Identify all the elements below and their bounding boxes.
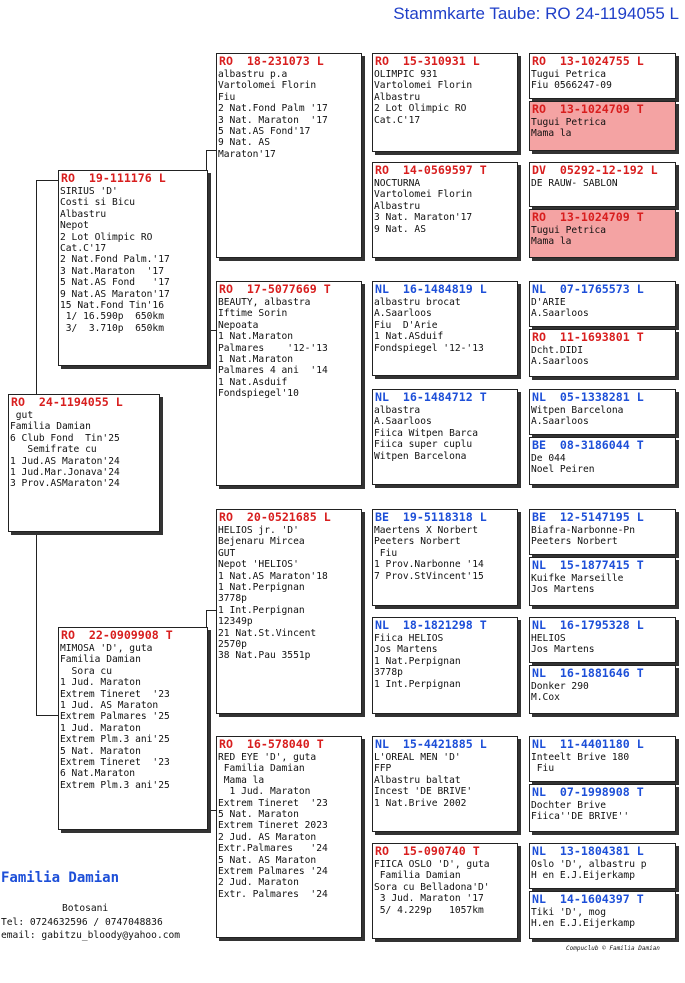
pigeon-detail-line: FIICA OSLO 'D', guta (374, 859, 490, 870)
ring-number: NL 07-1998908 T (532, 785, 644, 799)
pigeon-detail-line: Albastru (374, 91, 421, 103)
ring-number: RO 20-0521685 L (219, 510, 331, 524)
pigeon-card-gen3 (372, 617, 518, 714)
ring-number: RO 19-111176 L (61, 171, 166, 185)
pigeon-detail-line: 2 Nat.Fond Palm '17 (218, 103, 328, 115)
pigeon-detail-line: HELIOS (531, 633, 566, 644)
pigeon-card-gen3 (372, 389, 518, 485)
pigeon-detail-line: 1 Jud.Mar.Jonava'24 (10, 467, 120, 479)
ring-number: RO 13-1024709 T (532, 210, 644, 224)
pigeon-detail-line: Incest 'DE BRIVE' (374, 786, 473, 798)
pigeon-card-gen4 (529, 389, 676, 435)
ring-number: BE 12-5147195 L (532, 510, 644, 524)
pigeon-detail-line: Witpen Barcelona (374, 450, 467, 462)
pigeon-detail-line: 5 Nat. AS Maraton (218, 854, 317, 866)
owner-phone: Tel: 0724632596 / 0747048836 (1, 917, 163, 928)
pigeon-detail-line: 3 Nat. Maraton'17 (374, 212, 473, 224)
pigeon-detail-line: H.en E.J.Eijerkamp (531, 918, 635, 930)
pigeon-detail-line: albastru p.a (218, 69, 288, 80)
pigeon-detail-line: Fiica super cuplu (374, 439, 473, 451)
pigeon-detail-line: NOCTURNA (374, 178, 421, 189)
pigeon-detail-line: Extr. Palmares '24 (218, 888, 328, 900)
pigeon-detail-line: Cat.C'17 (60, 243, 107, 255)
ring-number: NL 15-4421885 L (375, 737, 487, 751)
pigeon-card-gen4 (529, 509, 676, 555)
pigeon-detail-line: albastru brocat (374, 297, 461, 308)
connector-line (206, 610, 216, 611)
pigeon-detail-line: Dcht.DIDI (531, 345, 583, 356)
pigeon-detail-line: Fiu (374, 547, 398, 559)
pigeon-detail-line: 3 Nat.Maraton '17 (60, 265, 164, 277)
owner-name: Familia Damian (1, 870, 120, 886)
pigeon-detail-line: Familia Damian (60, 654, 141, 666)
pigeon-detail-line: 9 Nat. AS (218, 137, 270, 149)
pigeon-detail-line: BEAUTY, albastra (218, 297, 311, 308)
pigeon-detail-line: A.Saarloos (531, 416, 589, 428)
pigeon-detail-line: albastra (374, 405, 421, 416)
pigeon-detail-line: 2570p (218, 639, 247, 651)
pigeon-card-sire-dam (216, 281, 362, 486)
pigeon-detail-line: Tugui Petrica (531, 69, 607, 80)
pigeon-detail-line: 3 Jud. Maraton '17 (374, 893, 484, 905)
pigeon-detail-line: Peeters Norbert (374, 536, 461, 548)
pigeon-detail-line: Extrem Tineret '23 (60, 688, 170, 700)
ring-number: BE 08-3186044 T (532, 438, 644, 452)
pigeon-detail-line: A.Saarloos (374, 308, 432, 320)
pigeon-detail-line: Maertens X Norbert (374, 525, 478, 536)
ring-number: NL 13-1804381 L (532, 844, 644, 858)
pigeon-detail-line: 1 Int.Perpignan (374, 678, 461, 690)
pigeon-detail-line: 2 Jud. Maraton (218, 877, 299, 889)
pigeon-detail-line: Jos Martens (531, 584, 595, 596)
ring-number: RO 22-0909908 T (61, 628, 173, 642)
pigeon-detail-line: Extrem Palmares '24 (218, 866, 328, 878)
pigeon-detail-line: Vartolomei Florin (218, 80, 317, 92)
pigeon-detail-line: 1 Nat.Brive 2002 (374, 797, 467, 809)
owner-city: Botosani (62, 903, 109, 914)
pigeon-detail-line: 5/ 4.229p 1057km (374, 904, 484, 916)
pigeon-card-gen4 (529, 557, 676, 606)
pigeon-detail-line: GUT (218, 547, 236, 559)
pigeon-detail-line: A.Saarloos (374, 416, 432, 428)
pigeon-detail-line: 1 Prov.Narbonne '14 (374, 559, 484, 571)
pigeon-detail-line: Extrem Plm.3 ani'25 (60, 779, 170, 791)
pigeon-detail-line: Nepoata (218, 319, 259, 331)
pigeon-detail-line: L'OREAL MEN 'D' (374, 752, 461, 763)
ring-number: RO 24-1194055 L (11, 395, 123, 409)
pigeon-detail-line: HELIOS jr. 'D' (218, 525, 299, 536)
pigeon-card-sire-sire (216, 53, 362, 258)
pigeon-detail-line: 1 Jud. Maraton (60, 677, 141, 689)
ring-number: RO 16-578040 T (219, 737, 324, 751)
ring-number: NL 16-1795328 L (532, 618, 644, 632)
ring-number: RO 15-090740 T (375, 844, 480, 858)
pigeon-detail-line: Fiu (218, 91, 236, 103)
pigeon-detail-line: SIRIUS 'D' (60, 186, 118, 197)
pigeon-detail-line: 1/ 16.590p 650km (60, 311, 164, 323)
ring-number: BE 19-5118318 L (375, 510, 487, 524)
pigeon-detail-line: Fondspiegel '12-'13 (374, 342, 484, 354)
pigeon-card-gen4 (529, 617, 676, 663)
pigeon-card-gen3 (372, 281, 518, 376)
pigeon-detail-line: Bejenaru Mircea (218, 536, 305, 548)
ring-number: NL 15-1877415 T (532, 558, 644, 572)
pigeon-detail-line: Mama la (218, 774, 265, 786)
pigeon-detail-line: Maraton'17 (218, 148, 276, 160)
pigeon-card-gen4 (529, 101, 676, 151)
pigeon-detail-line: Fiica Witpen Barca (374, 427, 478, 439)
pigeon-detail-line: Fondspiegel'10 (218, 388, 299, 400)
pigeon-detail-line: Witpen Barcelona (531, 405, 624, 416)
pigeon-detail-line: 21 Nat.St.Vincent (218, 627, 317, 639)
pigeon-detail-line: Jos Martens (374, 644, 438, 656)
ring-number: NL 05-1338281 L (532, 390, 644, 404)
pigeon-card-gen4 (529, 281, 676, 327)
pigeon-detail-line: Albastru baltat (374, 774, 461, 786)
pigeon-detail-line: Donker 290 (531, 681, 589, 692)
pigeon-detail-line: 38 Nat.Pau 3551p (218, 650, 311, 662)
pigeon-detail-line: Noel Peiren (531, 464, 595, 476)
pigeon-detail-line: 1 Nat.Perpignan (218, 582, 305, 594)
pigeon-detail-line: Vartolomei Florin (374, 80, 473, 92)
page-title: Stammkarte Taube: RO 24-1194055 L (393, 4, 679, 23)
pigeon-detail-line: H en E.J.Eijerkamp (531, 870, 635, 882)
ring-number: RO 15-310931 L (375, 54, 480, 68)
pigeon-detail-line: Extrem Tineret '23 (60, 757, 170, 769)
pigeon-card-dam (58, 627, 208, 830)
pigeon-detail-line: Familia Damian (374, 870, 461, 882)
connector-line (36, 180, 58, 181)
pigeon-detail-line: Peeters Norbert (531, 536, 618, 548)
pigeon-detail-line: 2 Lot Olimpic RO (374, 103, 467, 115)
footer-credit: Compuclub © Familia Damian (566, 945, 660, 952)
ring-number: NL 11-4401180 L (532, 737, 644, 751)
pigeon-detail-line: Familia Damian (218, 763, 305, 775)
ring-number: NL 16-1484819 L (375, 282, 487, 296)
pigeon-detail-line: 5 Nat.AS Fond'17 (218, 126, 311, 138)
pigeon-card-gen4 (529, 209, 676, 258)
pigeon-detail-line: Albastru (374, 200, 421, 212)
ring-number: NL 07-1765573 L (532, 282, 644, 296)
ring-number: RO 13-1024755 L (532, 54, 644, 68)
pigeon-detail-line: 1 Nat.Maraton (218, 354, 294, 366)
pigeon-detail-line: Fiu D'Arie (374, 319, 438, 331)
pigeon-card-gen4 (529, 843, 676, 889)
pigeon-detail-line: 9 Nat.AS Maraton'17 (60, 288, 170, 300)
pigeon-detail-line: 5 Nat.AS Fond '17 (60, 277, 170, 289)
pigeon-detail-line: 1 Nat.ASduif (374, 331, 444, 343)
ring-number: NL 16-1484712 T (375, 390, 487, 404)
connector-line (36, 530, 37, 715)
pigeon-detail-line: Vartolomei Florin (374, 189, 473, 201)
pigeon-detail-line: Fiu 0566247-09 (531, 80, 612, 92)
pigeon-card-gen3 (372, 162, 518, 258)
pigeon-detail-line: 5 Nat. Maraton (60, 745, 141, 757)
pigeon-detail-line: Cat.C'17 (374, 114, 421, 126)
pigeon-detail-line: 1 Jud.AS Maraton'24 (10, 455, 120, 467)
pigeon-detail-line: Dochter Brive (531, 800, 607, 811)
pigeon-detail-line: Mama la (531, 128, 572, 140)
pigeon-detail-line: OLIMPIC 931 (374, 69, 438, 80)
pigeon-detail-line: 3778p (218, 593, 247, 605)
pigeon-detail-line: Extr.Palmares '24 (218, 843, 328, 855)
pigeon-detail-line: Extrem Plm.3 ani'25 (60, 734, 170, 746)
pigeon-detail-line: Fiica HELIOS (374, 633, 444, 644)
pigeon-detail-line: RED EYE 'D', guta (218, 752, 317, 763)
pigeon-detail-line: 2 Jud. AS Maraton (218, 831, 317, 843)
pigeon-detail-line: 6 Nat.Maraton (60, 768, 136, 780)
pigeon-detail-line: Jos Martens (531, 644, 595, 656)
pigeon-detail-line: 3778p (374, 667, 403, 679)
pigeon-card-gen3 (372, 53, 518, 152)
ring-number: NL 18-1821298 T (375, 618, 487, 632)
connector-line (206, 150, 216, 151)
pigeon-card-gen4 (529, 784, 676, 832)
pigeon-card-gen3 (372, 843, 518, 939)
pigeon-detail-line: Palmares 4 ani '14 (218, 365, 328, 377)
pigeon-detail-line: Semifrate cu (10, 444, 97, 456)
pigeon-detail-line: 1 Nat.Maraton (218, 331, 294, 343)
ring-number: RO 14-0569597 T (375, 163, 487, 177)
pigeon-detail-line: A.Saarloos (531, 356, 589, 368)
pigeon-detail-line: Inteelt Brive 180 (531, 752, 630, 763)
pigeon-detail-line: M.Cox (531, 692, 560, 704)
pigeon-detail-line: Sora cu (60, 665, 112, 677)
pigeon-detail-line: 1 Jud. AS Maraton (60, 700, 159, 712)
pigeon-detail-line: 2 Nat.Fond Palm.'17 (60, 254, 170, 266)
pigeon-card-gen3 (372, 736, 518, 832)
pigeon-detail-line: Nepot (60, 220, 89, 232)
pigeon-detail-line: 9 Nat. AS (374, 223, 426, 235)
pigeon-detail-line: Extrem Tineret 2023 (218, 820, 328, 832)
pigeon-detail-line: 1 Jud. Maraton (218, 786, 311, 798)
pigeon-card-gen4 (529, 437, 676, 485)
pigeon-detail-line: 12349p (218, 616, 253, 628)
pigeon-detail-line: Tiki 'D', mog (531, 907, 607, 918)
pigeon-card-gen4 (529, 53, 676, 99)
pigeon-card-dam-sire (216, 509, 362, 714)
pigeon-detail-line: Costi si Bicu (60, 197, 136, 209)
owner-email: email: gabitzu_bloody@yahoo.com (1, 930, 181, 941)
pigeon-detail-line: 1 Nat.Perpignan (374, 655, 461, 667)
pigeon-detail-line: 6 Club Fond Tin'25 (10, 432, 120, 444)
pigeon-detail-line: 1 Jud. Maraton (60, 722, 141, 734)
pigeon-card-gen4 (529, 891, 676, 939)
pigeon-detail-line: DE RAUW- SABLON (531, 178, 618, 189)
pigeon-detail-line: D'ARIE (531, 297, 566, 308)
connector-line (36, 180, 37, 395)
pigeon-card-gen4 (529, 665, 676, 714)
ring-number: RO 11-1693801 T (532, 330, 644, 344)
pigeon-detail-line: Palmares '12-'13 (218, 342, 328, 354)
pigeon-card-gen3 (372, 509, 518, 606)
pigeon-card-gen4 (529, 162, 676, 207)
pigeon-detail-line: 7 Prov.StVincent'15 (374, 570, 484, 582)
pigeon-detail-line: 5 Nat. Maraton (218, 809, 299, 821)
pigeon-detail-line: 1 Nat.AS Maraton'18 (218, 570, 328, 582)
pigeon-card-subject (8, 394, 160, 532)
pigeon-card-gen4 (529, 736, 676, 782)
ring-number: RO 13-1024709 T (532, 102, 644, 116)
pigeon-detail-line: Fiica''DE BRIVE'' (531, 811, 630, 823)
pigeon-detail-line: gut (10, 410, 34, 421)
pigeon-card-gen4 (529, 329, 676, 377)
pigeon-detail-line: Tugui Petrica (531, 117, 607, 128)
pigeon-detail-line: 3 Prov.ASMaraton'24 (10, 478, 120, 490)
pigeon-detail-line: Oslo 'D', albastru p (531, 859, 647, 870)
pigeon-detail-line: 1 Int.Perpignan (218, 604, 305, 616)
pigeon-detail-line: 2 Lot Olimpic RO (60, 231, 153, 243)
pigeon-detail-line: Extrem Tineret '23 (218, 797, 328, 809)
pigeon-detail-line: MIMOSA 'D', guta (60, 643, 153, 654)
ring-number: RO 18-231073 L (219, 54, 324, 68)
pigeon-card-dam-dam (216, 736, 362, 938)
pigeon-detail-line: Nepot 'HELIOS' (218, 559, 299, 571)
pigeon-detail-line: Familia Damian (10, 421, 91, 433)
pigeon-detail-line: Mama la (531, 236, 572, 248)
pigeon-detail-line: Sora cu Belladona'D' (374, 881, 490, 893)
pigeon-detail-line: Extrem Palmares '25 (60, 711, 170, 723)
ring-number: NL 16-1881646 T (532, 666, 644, 680)
pigeon-card-sire (58, 170, 208, 366)
ring-number: RO 17-5077669 T (219, 282, 331, 296)
pigeon-detail-line: Tugui Petrica (531, 225, 607, 236)
pigeon-detail-line: 3/ 3.710p 650km (60, 322, 164, 334)
pigeon-detail-line: 3 Nat. Maraton '17 (218, 114, 328, 126)
connector-line (36, 715, 58, 716)
pigeon-detail-line: A.Saarloos (531, 308, 589, 320)
pigeon-detail-line: Iftime Sorin (218, 308, 288, 320)
pigeon-detail-line: Kuifke Marseille (531, 573, 624, 584)
pigeon-detail-line: De 044 (531, 453, 566, 464)
pigeon-detail-line: 15 Nat.Fond Tin'16 (60, 300, 164, 312)
ring-number: DV 05292-12-192 L (532, 163, 658, 177)
pigeon-detail-line: Biafra-Narbonne-Pn (531, 525, 635, 536)
pigeon-detail-line: Fiu (531, 763, 555, 775)
pigeon-detail-line: Albastru (60, 208, 107, 220)
pigeon-detail-line: FFP (374, 763, 392, 775)
ring-number: NL 14-1604397 T (532, 892, 644, 906)
pigeon-detail-line: 1 Nat.Asduif (218, 376, 288, 388)
